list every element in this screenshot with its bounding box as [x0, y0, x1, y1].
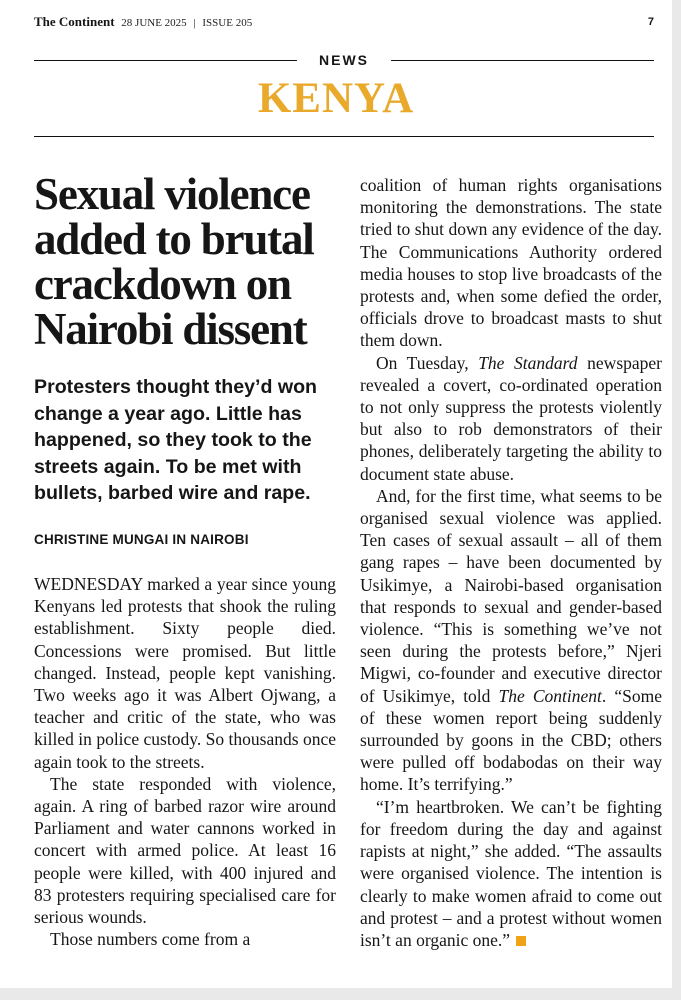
divider-rule [34, 136, 654, 137]
body-column-left [34, 573, 336, 950]
issue-date: 28 JUNE 2025 [121, 17, 187, 29]
section-label: NEWS [319, 52, 369, 68]
paragraph-5-post: . “Some of these women report being suddenly surrounded by goons in the CBD; others were pulled off bodabodas on their way home. It’s terrifying.” [360, 685, 662, 795]
issue-number: ISSUE 205 [202, 17, 253, 29]
paragraph-4-pre: On Tuesday, [376, 352, 479, 373]
paragraph-6-text: “I’m heartbroken. We can’t be fighting for freedom during the day and against rapists at night,” she added. “The assaults were organised violence. The intention is clearly to make women afraid to come out and protest – and a protest without women isn’t an organic one.” [360, 796, 662, 950]
publication-name: The Continent [34, 14, 115, 29]
standfirst: Protesters thought they’d won change a year ago. Little has happened, so they took to the streets again. To be met with bullets, barbed wire and rape. [34, 376, 318, 504]
header-separator: | [193, 17, 196, 29]
page-number: 7 [647, 16, 654, 28]
publication-ref-continent: The Continent [498, 685, 602, 706]
paragraph-5-pre: And, for the first time, what seems to be organised sexual violence was applied. Ten cases of sexual assault – all of them gang rapes – have been documented by Usikimye, a Nairobi-based organisation that responds to sexual and gender-based violence. “This is something we’ve not seen during the protests before,” Njeri Migwi, co-founder and executive director of Usikimye, told [360, 485, 662, 706]
paragraph-3-start: Those numbers come from a [50, 929, 251, 950]
paragraph-1-text: marked a year since young Kenyans led protests that shook the ruling establishment. Sixty people died. Concessions were promised. But little changed. Instead, people kept vanishing. Two weeks ago it was Albert Ojwang, a teacher and critic of the state, who was killed in police custody. So thousands once again took to the streets. [34, 574, 336, 772]
headline-block [34, 169, 336, 354]
paragraph-4-post: newspaper revealed a covert, co-ordinated operation to not only suppress the protests violently but also to rob demonstrators of their phones, deliberately targeting the ability to document state abuse. [360, 352, 662, 484]
page-header [34, 14, 654, 32]
paragraph-1 [34, 573, 336, 773]
paragraph-3-continued: coalition of human rights organisations monitoring the demonstrations. The state tried to shut down any evidence of the day. The Communications Authority ordered media houses to stop live broadcasts of the protests and, when some defied the order, officials drove to broadcast masts to shut them down. [360, 175, 662, 351]
paragraph-2: The state responded with violence, again. A ring of barbed razor wire around Parliament and water cannons worked in concert with armed police. At least 16 people were killed, with 400 injured and 83 protesters requiring specialised care for serious wounds. [34, 773, 336, 928]
paragraph-6 [360, 796, 662, 951]
body-column-right [360, 174, 662, 951]
byline: CHRISTINE MUNGAI IN NAIROBI [34, 532, 249, 547]
publication-ref-standard: The Standard [478, 352, 578, 373]
paragraph-5 [360, 485, 662, 796]
section-row [34, 52, 654, 70]
paragraph-4 [360, 352, 662, 485]
country-heading: KENYA [257, 75, 415, 122]
section-rule-right [391, 60, 654, 61]
lead-word: WEDNESDAY [34, 574, 143, 594]
end-of-article-square-icon [516, 936, 526, 946]
headline: Sexual violence added to brutal crackdown on Nairobi dissent [34, 169, 314, 354]
